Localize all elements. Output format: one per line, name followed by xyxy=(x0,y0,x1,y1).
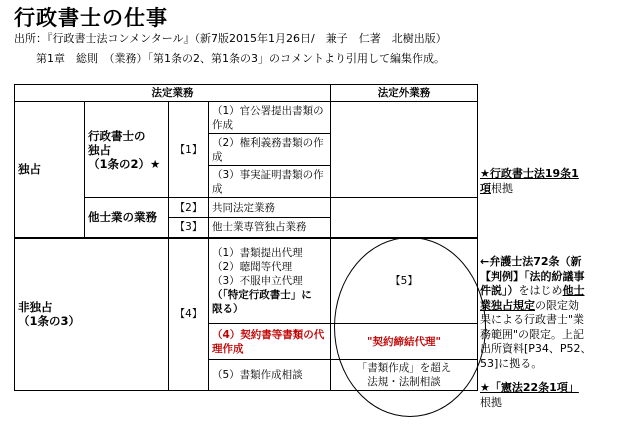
contract-conclusion: "契約締結代理" xyxy=(331,324,478,360)
joint-statutory: 共同法定業務 xyxy=(209,198,331,218)
num-4: 【4】 xyxy=(169,238,209,391)
source-citation: 出所：『行政書士法コンメンタール』（新7版2015年1月26日/ 兼子 仁著 北樹出版） xyxy=(14,32,447,45)
note-2: ←弁護士法72条（新 【判例】「法的紛議事 件説」）をはじめ他士 業独占規定の限定効 果による行政書士"業 務範囲"の限定。上記 出所資料[P34、P52、 53]に拠る。 xyxy=(480,255,592,370)
num-3: 【3】 xyxy=(169,218,209,238)
num-5: 【5】 xyxy=(331,238,478,324)
page-title: 行政書士の仕事 xyxy=(14,6,168,30)
consult: （5）書類作成相談 xyxy=(209,360,331,391)
num-1: 【1】 xyxy=(169,102,209,198)
exclusive-label: 独占 xyxy=(15,102,85,238)
num-2: 【2】 xyxy=(169,198,209,218)
agency-items: （1）書類提出代理 （2）聴聞等代理 （3）不服申立代理 （「特定行政書士」に 限る） xyxy=(209,238,331,324)
doc-item-3: （3）事実証明書類の作成 xyxy=(209,166,331,198)
beyond-docs: 「書類作成」を超え 法規・法制相談 xyxy=(331,360,478,391)
other-exclusive-work: 他士業専管独占業務 xyxy=(209,218,331,238)
header-statutory: 法定業務 xyxy=(15,85,331,102)
other-profession-label: 他士業の業務 xyxy=(85,198,169,238)
note-1: ★行政書士法19条1 項根拠 xyxy=(480,167,579,195)
note-3: ★「憲法22条1項」 根拠 xyxy=(480,381,579,409)
non-statutory-cell-1 xyxy=(331,102,478,198)
non-exclusive-label: 非独占 （1条の3） xyxy=(15,238,169,391)
non-statutory-cell-2 xyxy=(331,198,478,238)
doc-item-2: （2）権利義務書類の作成 xyxy=(209,134,331,166)
header-non-statutory: 法定外業務 xyxy=(331,85,478,102)
contract-agency: （4）契約書等書類の代理作成 xyxy=(209,324,331,360)
gyosei-exclusive-label: 行政書士の 独占 （1条の2）★ xyxy=(85,102,169,198)
doc-item-1: （1）官公署提出書類の作成 xyxy=(209,102,331,134)
description: 第1章 総則 （業務）「第1条の2、第1条の3」のコメントより引用して編集作成。 xyxy=(36,52,445,65)
circle-highlight xyxy=(334,237,486,417)
